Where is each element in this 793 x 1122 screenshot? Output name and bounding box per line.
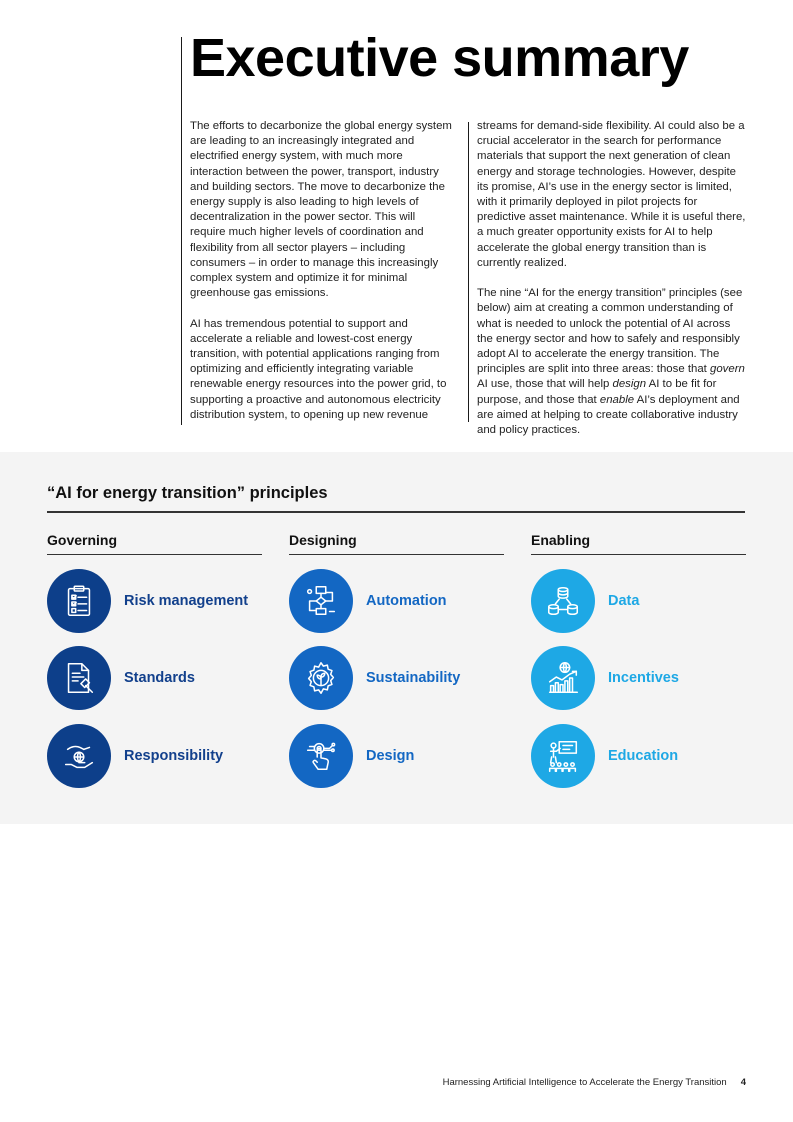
- principle-label: Data: [608, 593, 640, 609]
- intro-column-1: [190, 119, 452, 438]
- principle-label: Standards: [124, 670, 195, 686]
- intro-paragraph-3: streams for demand-side flexibility. AI could also be a crucial accelerator in the search for performance materials that support the next generation of clean energy and storage technologies. However, despite its promise, AI’s use in the energy sector is limited, with it primarily deployed in pilot projects for predictive asset maintenance. While it is useful there, a much greater opportunity exists for AI to help accelerate the global energy transition than is currently realized.: [477, 120, 746, 269]
- principle-label: Incentives: [608, 670, 679, 686]
- p4-design: design: [612, 378, 647, 391]
- principle-standards: [47, 646, 195, 710]
- group-heading-governing: Governing: [47, 532, 262, 555]
- principle-label: Automation: [366, 593, 447, 609]
- globe-bar-chart-icon: [531, 646, 595, 710]
- document-gavel-icon: [47, 646, 111, 710]
- intro-paragraph-2: AI has tremendous potential to support and accelerate a reliable and lowest-cost energy transition, with potential applications ranging from optimizing and efficiently integrating variable renewable energy resources into the power grid, to supporting a proactive and autonomous electricity distribution system, to opening up new revenue: [190, 317, 447, 421]
- group-heading-enabling: Enabling: [531, 532, 746, 555]
- principle-label: Sustainability: [366, 670, 461, 686]
- p4-text-b: AI use, those that will help: [477, 378, 613, 391]
- p4-text-d: AI’s deployment and are aimed at helping to create collaborative industry and policy practices.: [477, 393, 740, 437]
- group-heading-designing: Designing: [289, 532, 504, 555]
- principle-education: [531, 724, 678, 788]
- principle-label: Responsibility: [124, 748, 224, 764]
- page-number: 4: [740, 1077, 746, 1088]
- principle-label: Risk management: [124, 593, 249, 609]
- group-enabling: [531, 532, 746, 764]
- p4-text-a: The nine “AI for the energy transition” principles (see below) aim at creating a common understanding of what is needed to unlock the potential of AI across the energy sector and how to safely and responsibly adopt AI to accelerate the energy transition. The principles are split into three areas: those that: [477, 287, 743, 376]
- gear-plant-icon: [289, 646, 353, 710]
- group-designing: [289, 532, 504, 764]
- p4-text-c: AI to be fit for purpose, and those that: [477, 378, 717, 406]
- hand-globe-icon: [47, 724, 111, 788]
- column-divider: [468, 122, 469, 422]
- intro-paragraph-4: [477, 286, 749, 438]
- principle-automation: [289, 569, 447, 633]
- principles-heading: “AI for energy transition” principles: [47, 484, 328, 502]
- principle-label: Education: [608, 748, 679, 764]
- principle-label: Design: [366, 748, 415, 764]
- principle-sustainability: [289, 646, 460, 710]
- touch-circuit-icon: [289, 724, 353, 788]
- intro-paragraph-1: The efforts to decarbonize the global energy system are leading to an increasingly integrated and electrified energy system, with much more interaction between the power, transport, industry and building sectors. The move to decarbonize the energy supply is also leading to high levels of decentralization in the power sector. This will require much higher levels of coordination and flexibility from all sector players – including consumers – in order to manage this increasingly complex system and optimize it for minimal greenhouse gas emissions.: [190, 120, 452, 300]
- principle-risk-management: [47, 569, 248, 633]
- flowchart-icon: [289, 569, 353, 633]
- page-footer: [443, 1077, 746, 1088]
- principle-responsibility: [47, 724, 223, 788]
- database-network-icon: [531, 569, 595, 633]
- intro-column-2: [477, 119, 749, 453]
- principle-incentives: [531, 646, 679, 710]
- checklist-clipboard-icon: [47, 569, 111, 633]
- p4-enable: enable: [599, 393, 635, 406]
- presentation-audience-icon: [531, 724, 595, 788]
- principle-design: [289, 724, 414, 788]
- footer-title: Harnessing Artificial Intelligence to Accelerate the Energy Transition: [442, 1077, 727, 1088]
- principles-rule: [47, 511, 745, 513]
- page-title: Executive summary: [190, 28, 689, 88]
- principle-data: [531, 569, 639, 633]
- p4-govern: govern: [710, 363, 745, 376]
- group-governing: [47, 532, 262, 764]
- title-vertical-rule: [181, 37, 182, 425]
